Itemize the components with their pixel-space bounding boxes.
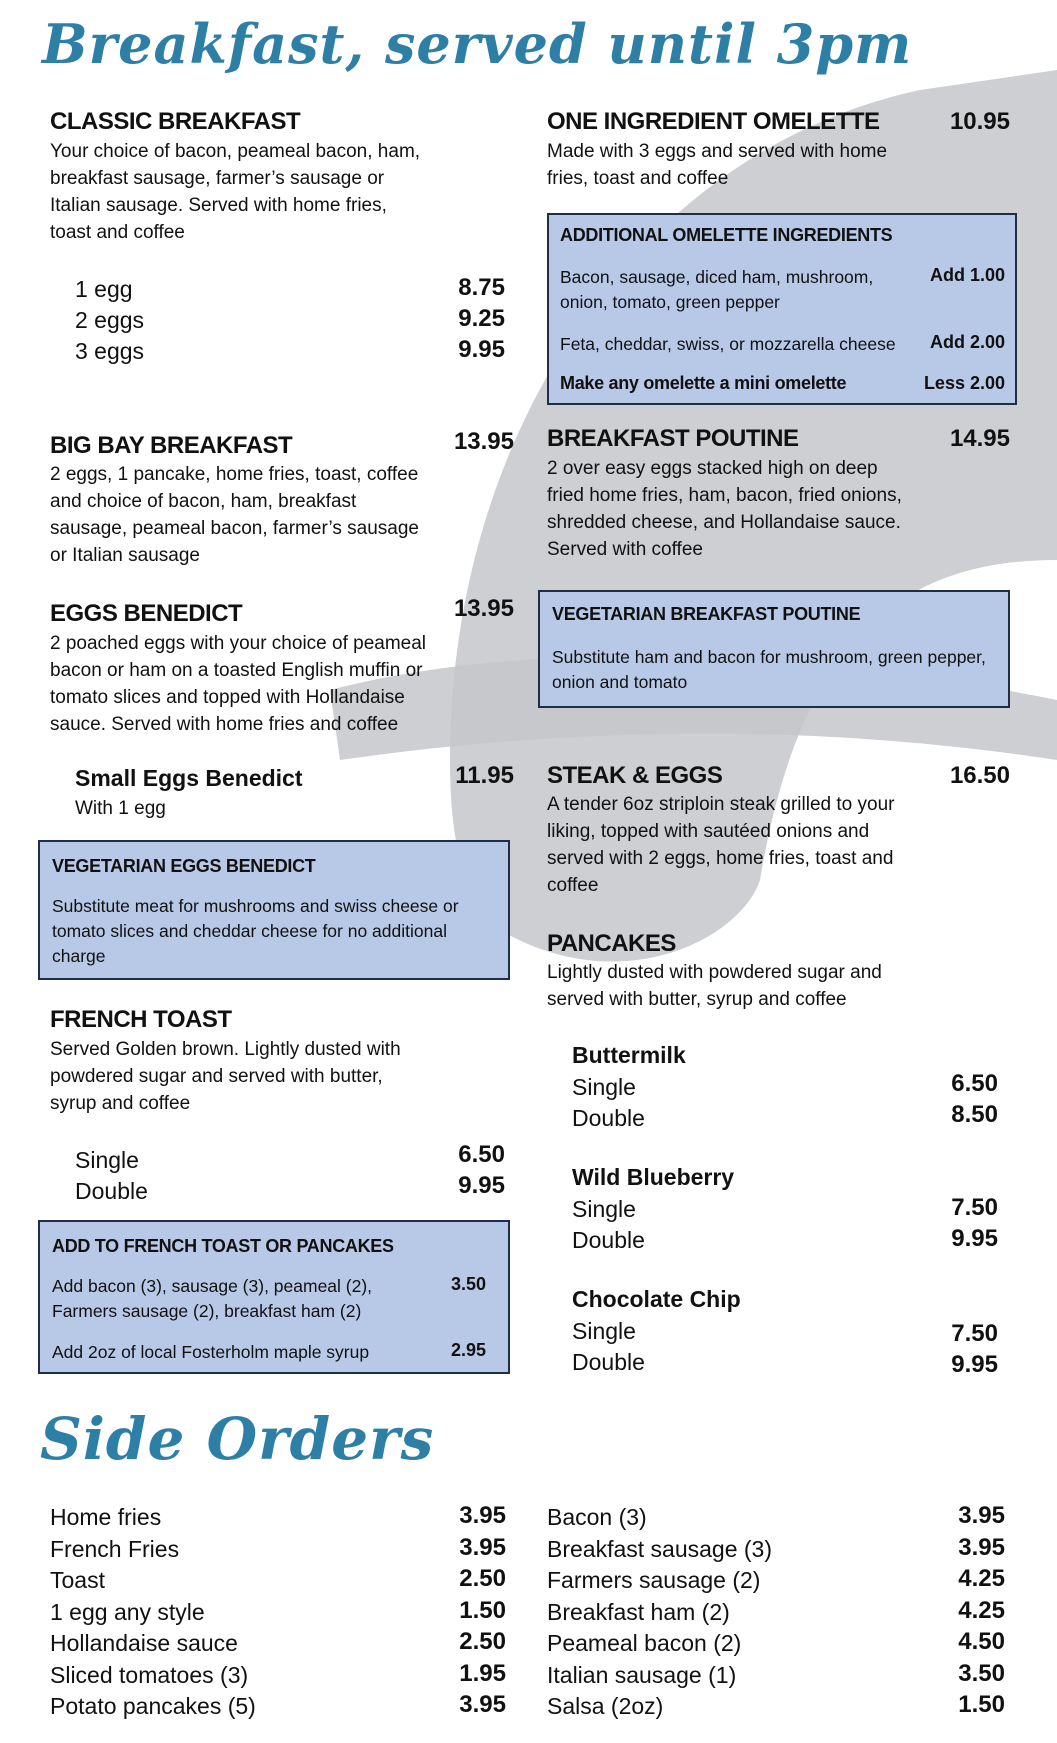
side-item-label: Breakfast sausage (3): [547, 1535, 773, 1562]
side-item-label: Sliced tomatoes (3): [50, 1661, 249, 1688]
option-price: 7.50: [951, 1320, 998, 1347]
small-benedict-price: 11.95: [455, 762, 514, 789]
side-item-label: Breakfast ham (2): [547, 1598, 730, 1625]
eggs-benedict-desc: 2 poached eggs with your choice of peameal bacon or ham on a toasted English muffin or tomato slices and topped with Hollandaise sauce. Served with home fries and coffee: [50, 633, 427, 735]
option-label: Double: [572, 1105, 645, 1131]
poutine-desc: 2 over easy eggs stacked high on deep fried home fries, ham, bacon, fried onions, shredded cheese, and Hollandaise sauce. Served with coffee: [547, 458, 902, 560]
omelette-extra-price: Less 2.00: [923, 373, 1005, 393]
side-item-price: 1.95: [459, 1659, 506, 1687]
side-item-price: 2.50: [459, 1565, 506, 1592]
side-item-label: Hollandaise sauce: [50, 1630, 238, 1656]
pancakes-title: PANCAKES: [547, 930, 676, 957]
add-to-box: [38, 1220, 510, 1374]
option-row: [75, 1172, 505, 1207]
sides-right-list: [547, 1502, 1005, 1723]
side-item: [50, 1597, 506, 1629]
option-label: 1 egg: [75, 276, 133, 302]
add-to-item-label: Add bacon (3), sausage (3), peameal (2), Farmers sausage (2), breakfast ham (2): [52, 1276, 373, 1321]
option-price: 6.50: [458, 1141, 505, 1168]
side-item-price: 3.95: [958, 1502, 1005, 1529]
option-label: Single: [572, 1196, 636, 1222]
classic-breakfast-options: [75, 274, 505, 367]
side-item: [547, 1565, 1005, 1597]
classic-breakfast-title: CLASSIC BREAKFAST: [50, 108, 301, 135]
french-toast-desc: Served Golden brown. Lightly dusted with powdered sugar and served with butter, syrup and coffee: [50, 1039, 401, 1114]
side-item-price: 2.50: [459, 1628, 506, 1655]
option-price: 9.95: [951, 1225, 998, 1252]
option-price: 8.50: [951, 1101, 998, 1128]
omelette-extra-label: Make any omelette a mini omelette: [560, 373, 847, 393]
omelette-title: ONE INGREDIENT OMELETTE: [547, 108, 880, 135]
side-item: [547, 1628, 1005, 1660]
option-price: 9.95: [458, 336, 505, 363]
side-item-label: French Fries: [50, 1535, 180, 1562]
option-price: 9.95: [951, 1351, 998, 1378]
omelette-extras-title: ADDITIONAL OMELETTE INGREDIENTS: [560, 225, 893, 245]
small-benedict-sub: With 1 egg: [75, 798, 166, 819]
veg-poutine-box: [538, 590, 1010, 708]
option-row: [75, 1141, 505, 1176]
option-price: 6.50: [951, 1070, 998, 1097]
side-item: [547, 1691, 1005, 1723]
side-item-label: Peameal bacon (2): [547, 1630, 742, 1656]
side-item-price: 3.95: [459, 1502, 506, 1529]
side-item-label: 1 egg any style: [50, 1598, 205, 1625]
option-label: Double: [75, 1178, 148, 1204]
french-toast-options: [75, 1141, 505, 1207]
option-price: 8.75: [458, 274, 505, 301]
french-toast-title: FRENCH TOAST: [50, 1006, 232, 1033]
omelette-extra-label: Feta, cheddar, swiss, or mozzarella cheese: [560, 334, 896, 354]
side-item-price: 1.50: [459, 1596, 506, 1624]
omelette-extra-price: Add 1.00: [929, 265, 1005, 285]
eggs-benedict-title: EGGS BENEDICT: [50, 600, 243, 627]
option-row: [75, 305, 505, 336]
pancakes-desc: Lightly dusted with powdered sugar and served with butter, syrup and coffee: [547, 962, 882, 1010]
side-item-price: 1.50: [958, 1691, 1005, 1718]
side-item-price: 3.95: [459, 1691, 506, 1718]
classic-breakfast-desc: Your choice of bacon, peameal bacon, ham, breakfast sausage, farmer’s sausage or Italian sausage. Served with home fries, toast and coffee: [50, 141, 421, 243]
side-item-price: 4.25: [958, 1565, 1005, 1592]
add-to-item-label: Add 2oz of local Fosterholm maple syrup: [52, 1342, 370, 1362]
side-item: [50, 1691, 506, 1723]
steak-eggs-price: 16.50: [949, 762, 1010, 789]
option-label: Single: [75, 1147, 139, 1173]
eggs-benedict-price: 13.95: [453, 595, 514, 622]
side-item: [50, 1565, 506, 1597]
option-row: [572, 1103, 998, 1134]
option-row: [572, 1194, 998, 1225]
veg-benedict-box: [38, 840, 510, 980]
option-label: Double: [572, 1349, 645, 1375]
side-orders-heading: Side Orders: [40, 1405, 435, 1473]
side-item-price: 3.50: [958, 1659, 1005, 1687]
side-item-price: 3.95: [459, 1533, 506, 1561]
big-bay-desc: 2 eggs, 1 pancake, home fries, toast, coffee and choice of bacon, ham, breakfast sausage, peameal bacon, farmer’s sausage or Italian sausage: [50, 464, 419, 566]
pancake-group-name: Buttermilk: [572, 1042, 686, 1068]
poutine-price: 14.95: [949, 425, 1010, 452]
pancake-group-name: Wild Blueberry: [572, 1164, 735, 1190]
side-item-label: Home fries: [50, 1504, 162, 1530]
pancakes-group-wild-blueberry: [572, 1164, 998, 1256]
add-to-item-price: 3.50: [450, 1274, 486, 1294]
side-item-label: Italian sausage (1): [547, 1661, 737, 1688]
breakfast-heading: Breakfast, served until 3pm: [42, 12, 913, 76]
option-label: 3 eggs: [75, 338, 145, 364]
veg-poutine-desc: Substitute ham and bacon for mushroom, green pepper, onion and tomato: [552, 647, 986, 692]
omelette-extras-box: [547, 213, 1017, 405]
side-item-label: Bacon (3): [547, 1504, 647, 1530]
veg-benedict-desc: Substitute meat for mushrooms and swiss cheese or tomato slices and cheddar cheese for no additional charge: [52, 896, 459, 966]
steak-eggs-title: STEAK & EGGS: [547, 762, 723, 789]
omelette-price: 10.95: [949, 108, 1010, 135]
option-label: Single: [572, 1318, 636, 1344]
side-item-price: 4.50: [958, 1628, 1005, 1655]
add-to-item-price: 2.95: [450, 1340, 486, 1360]
option-label: 2 eggs: [75, 307, 145, 333]
side-item: [547, 1534, 1005, 1566]
omelette-desc: Made with 3 eggs and served with home fries, toast and coffee: [547, 141, 888, 189]
side-item: [547, 1597, 1005, 1629]
big-bay-price: 13.95: [453, 428, 514, 455]
option-row: [572, 1225, 998, 1256]
veg-benedict-title: VEGETARIAN EGGS BENEDICT: [52, 856, 316, 876]
small-benedict-title: Small Eggs Benedict: [75, 765, 303, 791]
side-item: [50, 1502, 506, 1534]
option-label: Double: [572, 1227, 645, 1253]
option-label: Single: [572, 1074, 636, 1100]
sides-left-list: [50, 1502, 506, 1723]
side-item-label: Salsa (2oz): [547, 1693, 664, 1719]
option-price: 9.95: [458, 1172, 505, 1199]
steak-eggs-desc: A tender 6oz striploin steak grilled to your liking, topped with sautéed onions and served with 2 eggs, home fries, toast and coffee: [547, 794, 895, 896]
side-item-label: Toast: [50, 1567, 105, 1593]
option-row: [75, 274, 505, 305]
side-item: [547, 1502, 1005, 1534]
option-price: 7.50: [951, 1194, 998, 1221]
add-to-title: ADD TO FRENCH TOAST OR PANCAKES: [52, 1236, 394, 1256]
option-row: [572, 1316, 998, 1347]
option-row: [572, 1072, 998, 1103]
pancake-group-name: Chocolate Chip: [572, 1286, 741, 1312]
side-item-label: Potato pancakes (5): [50, 1693, 256, 1719]
side-item-label: Farmers sausage (2): [547, 1567, 761, 1593]
option-row: [572, 1347, 998, 1378]
side-item: [50, 1534, 506, 1566]
side-item: [547, 1660, 1005, 1692]
option-row: [75, 336, 505, 367]
side-item-price: 4.25: [958, 1596, 1005, 1624]
side-item-price: 3.95: [958, 1533, 1005, 1561]
big-bay-title: BIG BAY BREAKFAST: [50, 432, 293, 459]
option-price: 9.25: [458, 305, 505, 332]
pancakes-group-buttermilk: [572, 1042, 998, 1134]
pancakes-group-chocolate-chip: [572, 1286, 998, 1378]
veg-poutine-title: VEGETARIAN BREAKFAST POUTINE: [552, 604, 861, 624]
side-item: [50, 1628, 506, 1660]
omelette-extra-label: Bacon, sausage, diced ham, mushroom, onion, tomato, green pepper: [560, 267, 874, 312]
omelette-extra-price: Add 2.00: [929, 332, 1005, 352]
poutine-title: BREAKFAST POUTINE: [547, 425, 799, 452]
side-item: [50, 1660, 506, 1692]
